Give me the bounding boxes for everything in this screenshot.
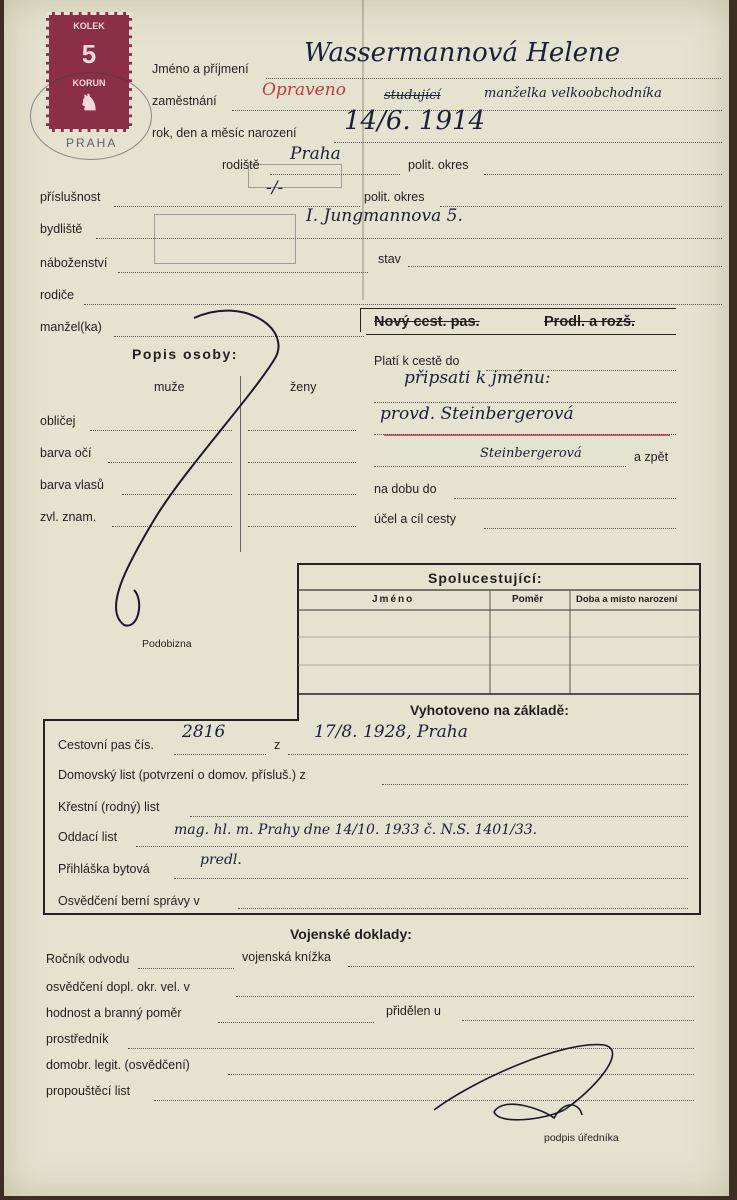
note-provd: provd. Steinbergerová	[380, 404, 574, 424]
label-manzel: manžel(ka)	[40, 320, 102, 334]
label-berni: Osvědčení berní správy v	[58, 894, 200, 908]
label-podpis: podpis úředníka	[544, 1132, 619, 1144]
value-bydliste: I. Jungmannova 5.	[306, 206, 463, 226]
vojenske-title: Vojenské doklady:	[290, 926, 412, 942]
value-narozeni: 14/6. 1914	[344, 106, 486, 136]
label-domobr: domobr. legit. (osvědčení)	[46, 1058, 190, 1072]
spolu-title: Spolucestující:	[428, 570, 543, 586]
value-zamestnani: manželka velkoobchodníka	[484, 86, 662, 101]
label-narozeni: rok, den a měsíc narození	[152, 126, 297, 140]
value-zamestnani-struck: studující	[384, 88, 441, 103]
stamp-korun: KORUN	[72, 78, 106, 88]
note-steinbergerova: Steinbergerová	[480, 446, 582, 461]
label-pas-z: z	[274, 738, 281, 752]
passport-application-form	[4, 0, 729, 1196]
zaklad-title: Vyhotoveno na základě:	[410, 702, 569, 718]
label-bydliste: bydliště	[40, 222, 83, 236]
label-okres: polit. okres	[408, 158, 469, 172]
label-rodiste: rodiště	[222, 158, 260, 172]
label-osvedceni: osvědčení dopl. okr. vel. v	[46, 980, 190, 994]
label-propousteci: propouštěcí list	[46, 1084, 131, 1098]
popis-row-1: barva očí	[40, 446, 92, 460]
label-pridelen: přidělen u	[386, 1004, 441, 1018]
label-domovsky: Domovský list (potvrzení o domov. přísluš.) z	[58, 768, 306, 782]
spolu-col-doba: Doba a místo narození	[576, 594, 678, 605]
value-rodiste: Praha	[290, 144, 341, 164]
label-okres2: polit. okres	[364, 190, 425, 204]
value-jmeno: Wassermannová Helene	[304, 38, 621, 68]
label-nabozenstvi: náboženství	[40, 256, 108, 270]
label-prostrednik: prostředník	[46, 1032, 109, 1046]
label-prihlaska: Přihláška bytová	[58, 862, 150, 876]
label-podobizna: Podobizna	[142, 638, 192, 650]
label-dobu: na dobu do	[374, 482, 437, 496]
label-zamestnani: zaměstnání	[152, 94, 217, 108]
stamp-value: 5	[81, 39, 97, 69]
value-prihlaska: predl.	[200, 852, 242, 868]
label-krestni: Křestní (rodný) list	[58, 800, 160, 814]
note-pripsati: připsati k jménu:	[404, 368, 551, 388]
value-oddaci: mag. hl. m. Prahy dne 14/10. 1933 č. N.S. 1401/33.	[174, 822, 538, 838]
stamp-opraveno: Opraveno	[262, 80, 346, 100]
pas-header-prodl: Prodl. a rozš.	[544, 314, 636, 330]
popis-row-0: obličej	[40, 414, 76, 428]
label-oddaci: Oddací list	[58, 830, 118, 844]
label-knizka: vojenská knížka	[242, 950, 331, 964]
label-prislusnost: příslušnost	[40, 190, 101, 204]
label-ucel: účel a cíl cesty	[374, 512, 456, 526]
popis-zeny: ženy	[290, 380, 317, 394]
spolu-col-jmeno: Jméno	[372, 594, 415, 605]
label-rocnik: Ročník odvodu	[46, 952, 130, 966]
value-prislusnost: -/-	[266, 178, 284, 198]
label-jmeno: Jméno a příjmení	[152, 62, 249, 76]
stamp-kolek: KOLEK	[73, 21, 105, 31]
popis-title: Popis osoby:	[132, 346, 238, 362]
spolu-col-pomer: Poměr	[512, 594, 544, 605]
popis-row-2: barva vlasů	[40, 478, 104, 492]
label-zpet: a zpět	[634, 450, 669, 464]
pas-header-new: Nový cest. pas.	[374, 314, 480, 330]
value-pas-date: 17/8. 1928, Praha	[314, 722, 468, 742]
label-hodnost: hodnost a branný poměr	[46, 1006, 182, 1020]
popis-row-3: zvl. znam.	[40, 510, 97, 524]
label-plati: Platí k cestě do	[374, 354, 460, 368]
popis-muze: muže	[154, 380, 185, 394]
value-pas-num: 2816	[182, 722, 226, 742]
label-rodice: rodiče	[40, 288, 75, 302]
label-cestovni-pas: Cestovní pas čís.	[58, 738, 154, 752]
lion-icon: ♞	[79, 90, 99, 115]
postmark-text: PRAHA	[66, 136, 118, 150]
official-signature	[4, 0, 729, 1196]
label-stav: stav	[378, 252, 401, 266]
